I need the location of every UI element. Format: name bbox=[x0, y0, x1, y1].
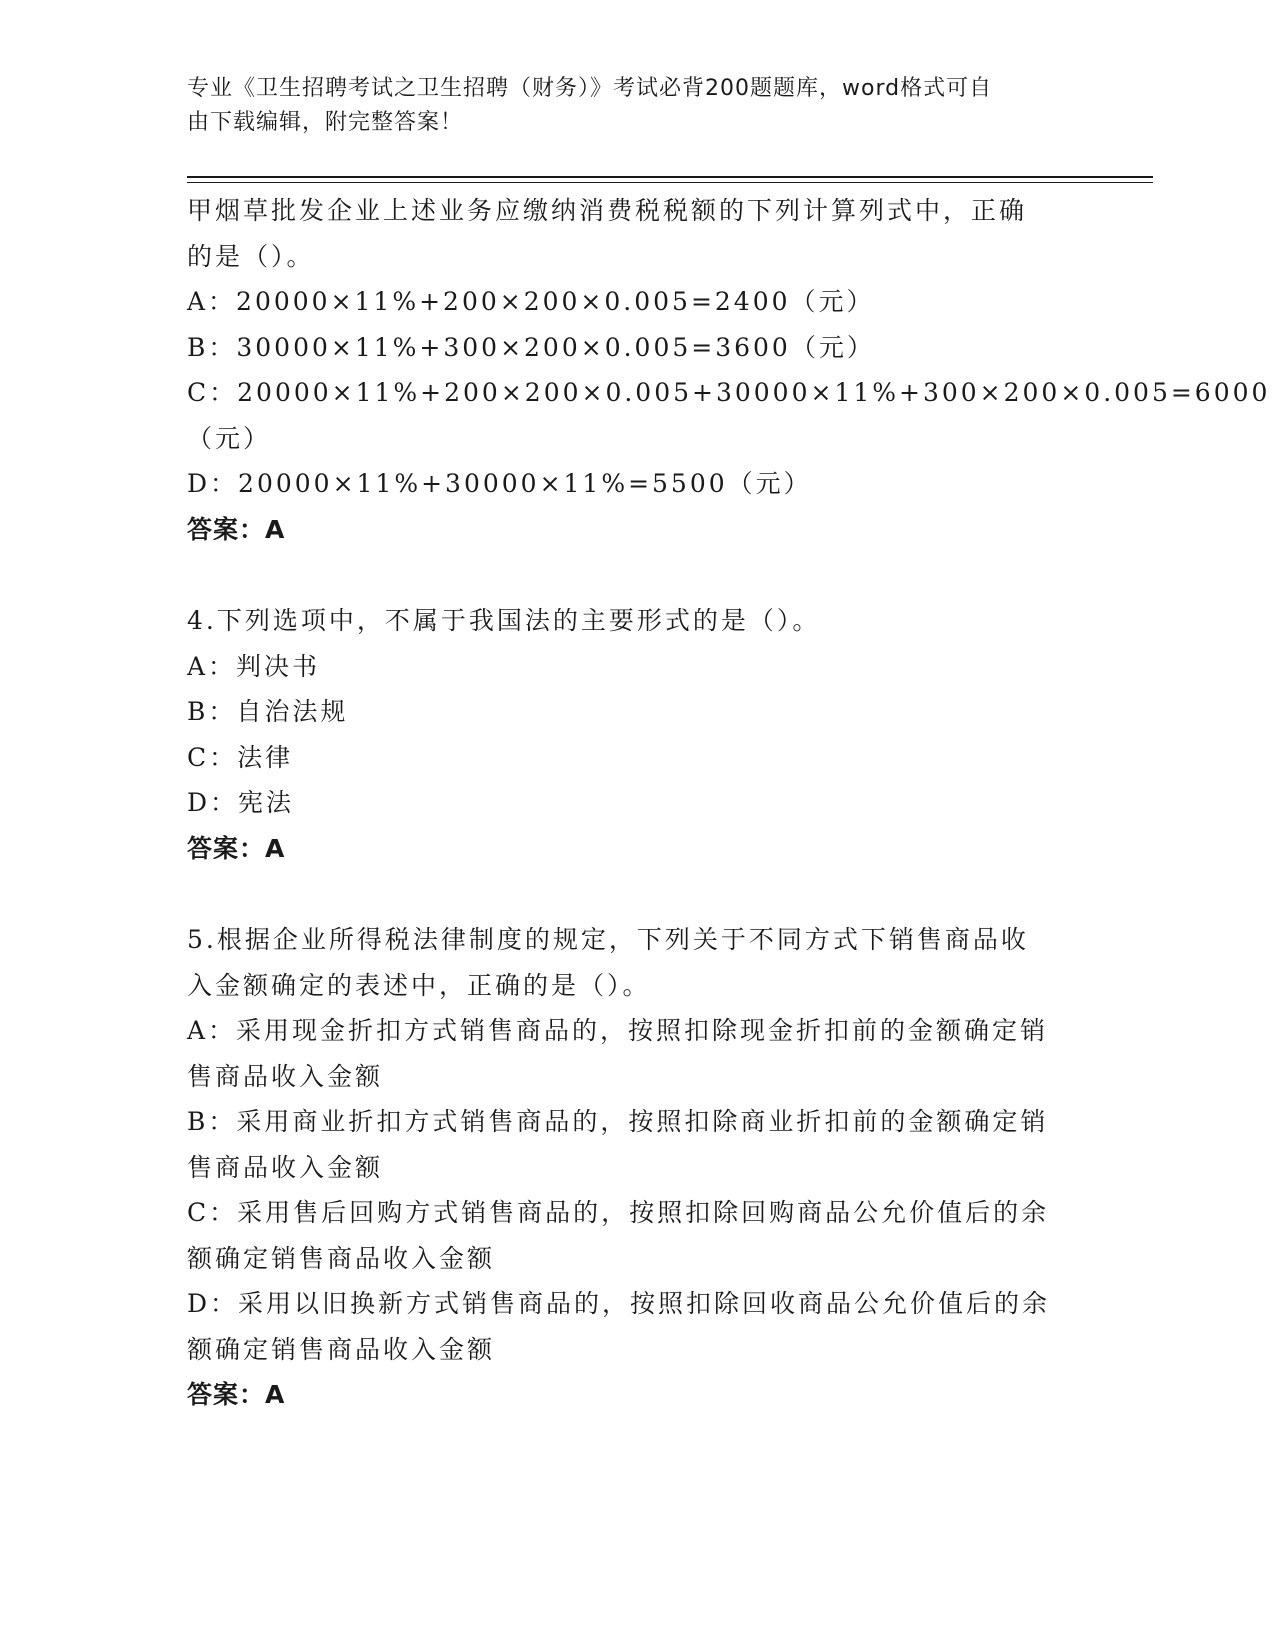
question-stem-line: 4.下列选项中，不属于我国法的主要形式的是（）。 bbox=[187, 606, 821, 635]
option-b: B：自治法规 bbox=[187, 697, 349, 726]
answer-label: 答案：A bbox=[187, 514, 286, 544]
question-spacer bbox=[187, 552, 1087, 598]
header-title-line-1: 专业《卫生招聘考试之卫生招聘（财务）》考试必背200题题库，word格式可自 bbox=[187, 76, 993, 101]
question-stem-line: 5.根据企业所得税法律制度的规定，下列关于不同方式下销售商品收 bbox=[187, 925, 1029, 954]
option-b: B：30000×11%+300×200×0.005=3600（元） bbox=[187, 332, 875, 362]
question-4 bbox=[187, 598, 1087, 871]
option-a: A：判决书 bbox=[187, 651, 321, 681]
option-a: A：采用现金折扣方式销售商品的，按照扣除现金折扣前的金额确定销 bbox=[187, 1016, 1049, 1045]
option-c-continued: （元） bbox=[187, 423, 272, 453]
header-divider-thick bbox=[187, 176, 1153, 178]
document-header bbox=[187, 72, 1067, 140]
question-content bbox=[187, 188, 1271, 1418]
header-title-line-2: 由下载编辑，附完整答案！ bbox=[187, 110, 464, 135]
answer-label: 答案：A bbox=[187, 1380, 286, 1409]
option-d: D：采用以旧换新方式销售商品的，按照扣除回收商品公允价值后的余 bbox=[187, 1289, 1051, 1318]
option-b-continued: 售商品收入金额 bbox=[187, 1152, 384, 1182]
option-d: D：20000×11%+30000×11%=5500（元） bbox=[187, 469, 812, 498]
question-stem-line: 甲烟草批发企业上述业务应缴纳消费税税额的下列计算列式中，正确 bbox=[187, 196, 1028, 225]
option-d: D：宪法 bbox=[187, 788, 295, 817]
option-a: A：20000×11%+200×200×0.005=2400（元） bbox=[187, 287, 875, 316]
option-c: C：采用售后回购方式销售商品的，按照扣除回购商品公允价值后的余 bbox=[187, 1198, 1050, 1227]
option-a-continued: 售商品收入金额 bbox=[187, 1061, 384, 1091]
answer-label: 答案：A bbox=[187, 833, 286, 863]
option-d-continued: 额确定销售商品收入金额 bbox=[187, 1334, 496, 1364]
question-5 bbox=[187, 917, 1087, 1418]
question-stem-line: 的是（）。 bbox=[187, 241, 315, 271]
option-c: C：法律 bbox=[187, 742, 294, 772]
option-c: C：20000×11%+200×200×0.005+30000×11%+300×200×0.005=6000 bbox=[187, 378, 1271, 407]
option-b: B：采用商业折扣方式销售商品的，按照扣除商业折扣前的金额确定销 bbox=[187, 1107, 1049, 1136]
header-divider-thin bbox=[187, 182, 1153, 183]
question-stem-line: 入金额确定的表述中，正确的是（）。 bbox=[187, 970, 651, 1000]
question-3 bbox=[187, 188, 1271, 552]
question-spacer bbox=[187, 871, 1087, 917]
option-c-continued: 额确定销售商品收入金额 bbox=[187, 1243, 496, 1273]
